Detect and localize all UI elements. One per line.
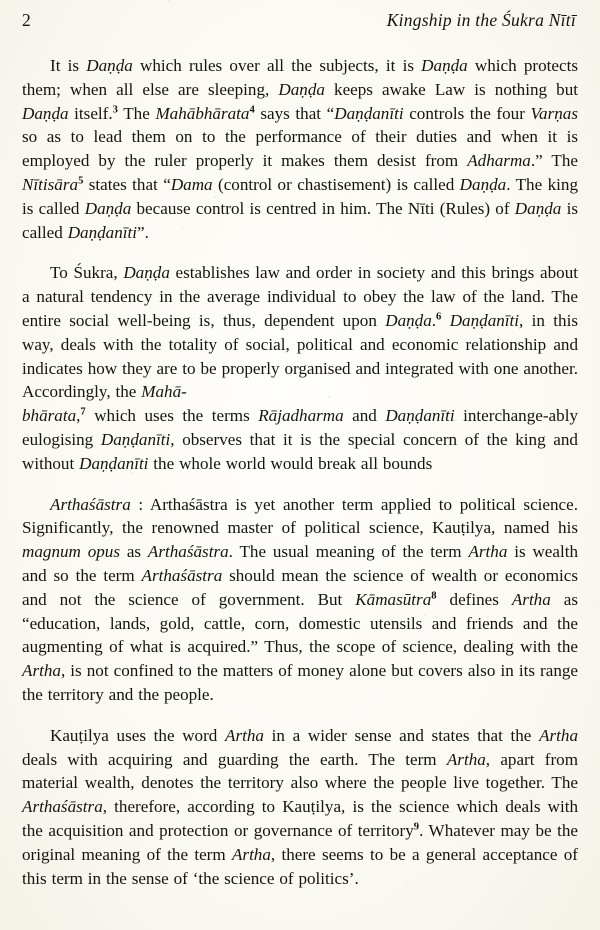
paragraph: Kauṭilya uses the word Artha in a wider sense and states that the Artha deals with acquiring and guarding the earth. The term Artha, apart from material wealth, denotes the territory also where the people live together. The Arthaśāstra, therefore, according to Kauṭilya, is the science which deals with the acquisition and protection or governance of territory$^9$. Whatever may be the original meaning of the term Artha, there seems to be a general acceptance of this term in the sense of ‘the science of politics’.	[22, 725, 579, 888]
running-head	[22, 10, 578, 40]
running-title: Kingship in the Śukra Nītī	[386, 10, 576, 30]
paragraph: To Śukra, Daṇḍa establishes law and order in society and this brings about a natural tendency in the average individual to obey the law of the land. The entire social well-being is, thus, dependent upon Daṇḍa.$^6$ Daṇḍanīti, in this way, deals with the totality of social, political and economic relationship and indicates how they are to be properly organised and integrated with one another. Accordingly, the Mahā- bhārata,$^7$ which uses the terms Rājadharma and Daṇḍanīti interchange-ably eulogising Daṇḍanīti, observes that it is the special concern of the king and without Daṇḍanīti the whole world would break all bounds	[22, 263, 579, 473]
body-text	[22, 54, 578, 890]
paragraph: It is Daṇḍa which rules over all the subjects, it is Daṇḍa which protects them; when all else are sleeping, Daṇḍa keeps awake Law is nothing but Daṇḍa itself.$^3$ The Mahābhārata$^4$ says that “Daṇḍanīti controls the four Varṇas so as to lead them on to the performance of their duties and when it is employed by the ruler properly it makes them desist from Adharma.” The Nītisāra$^5$ states that “Dama (control or chastisement) is called Daṇḍa. The king is called Daṇḍa because control is centred in him. The Nīti (Rules) of Daṇḍa is called Daṇḍanīti”.	[22, 56, 579, 242]
page-number: 2	[22, 10, 31, 30]
paragraph: Arthaśāstra : Arthaśāstra is yet another term applied to political science. Significantly, the renowned master of political science, Kauṭilya, named his magnum opus as Arthaśāstra. The usual meaning of the term Artha is wealth and so the term Arthaśāstra should mean the science of wealth or economics and not the science of government. But Kāmasūtra$^8$ defines Artha as “education, lands, gold, cattle, corn, domestic utensils and friends and the augmenting of what is acquired.” Thus, the scope of science, dealing with the Artha, is not confined to the matters of money alone but covers also in its range the territory and the people.	[22, 494, 579, 704]
